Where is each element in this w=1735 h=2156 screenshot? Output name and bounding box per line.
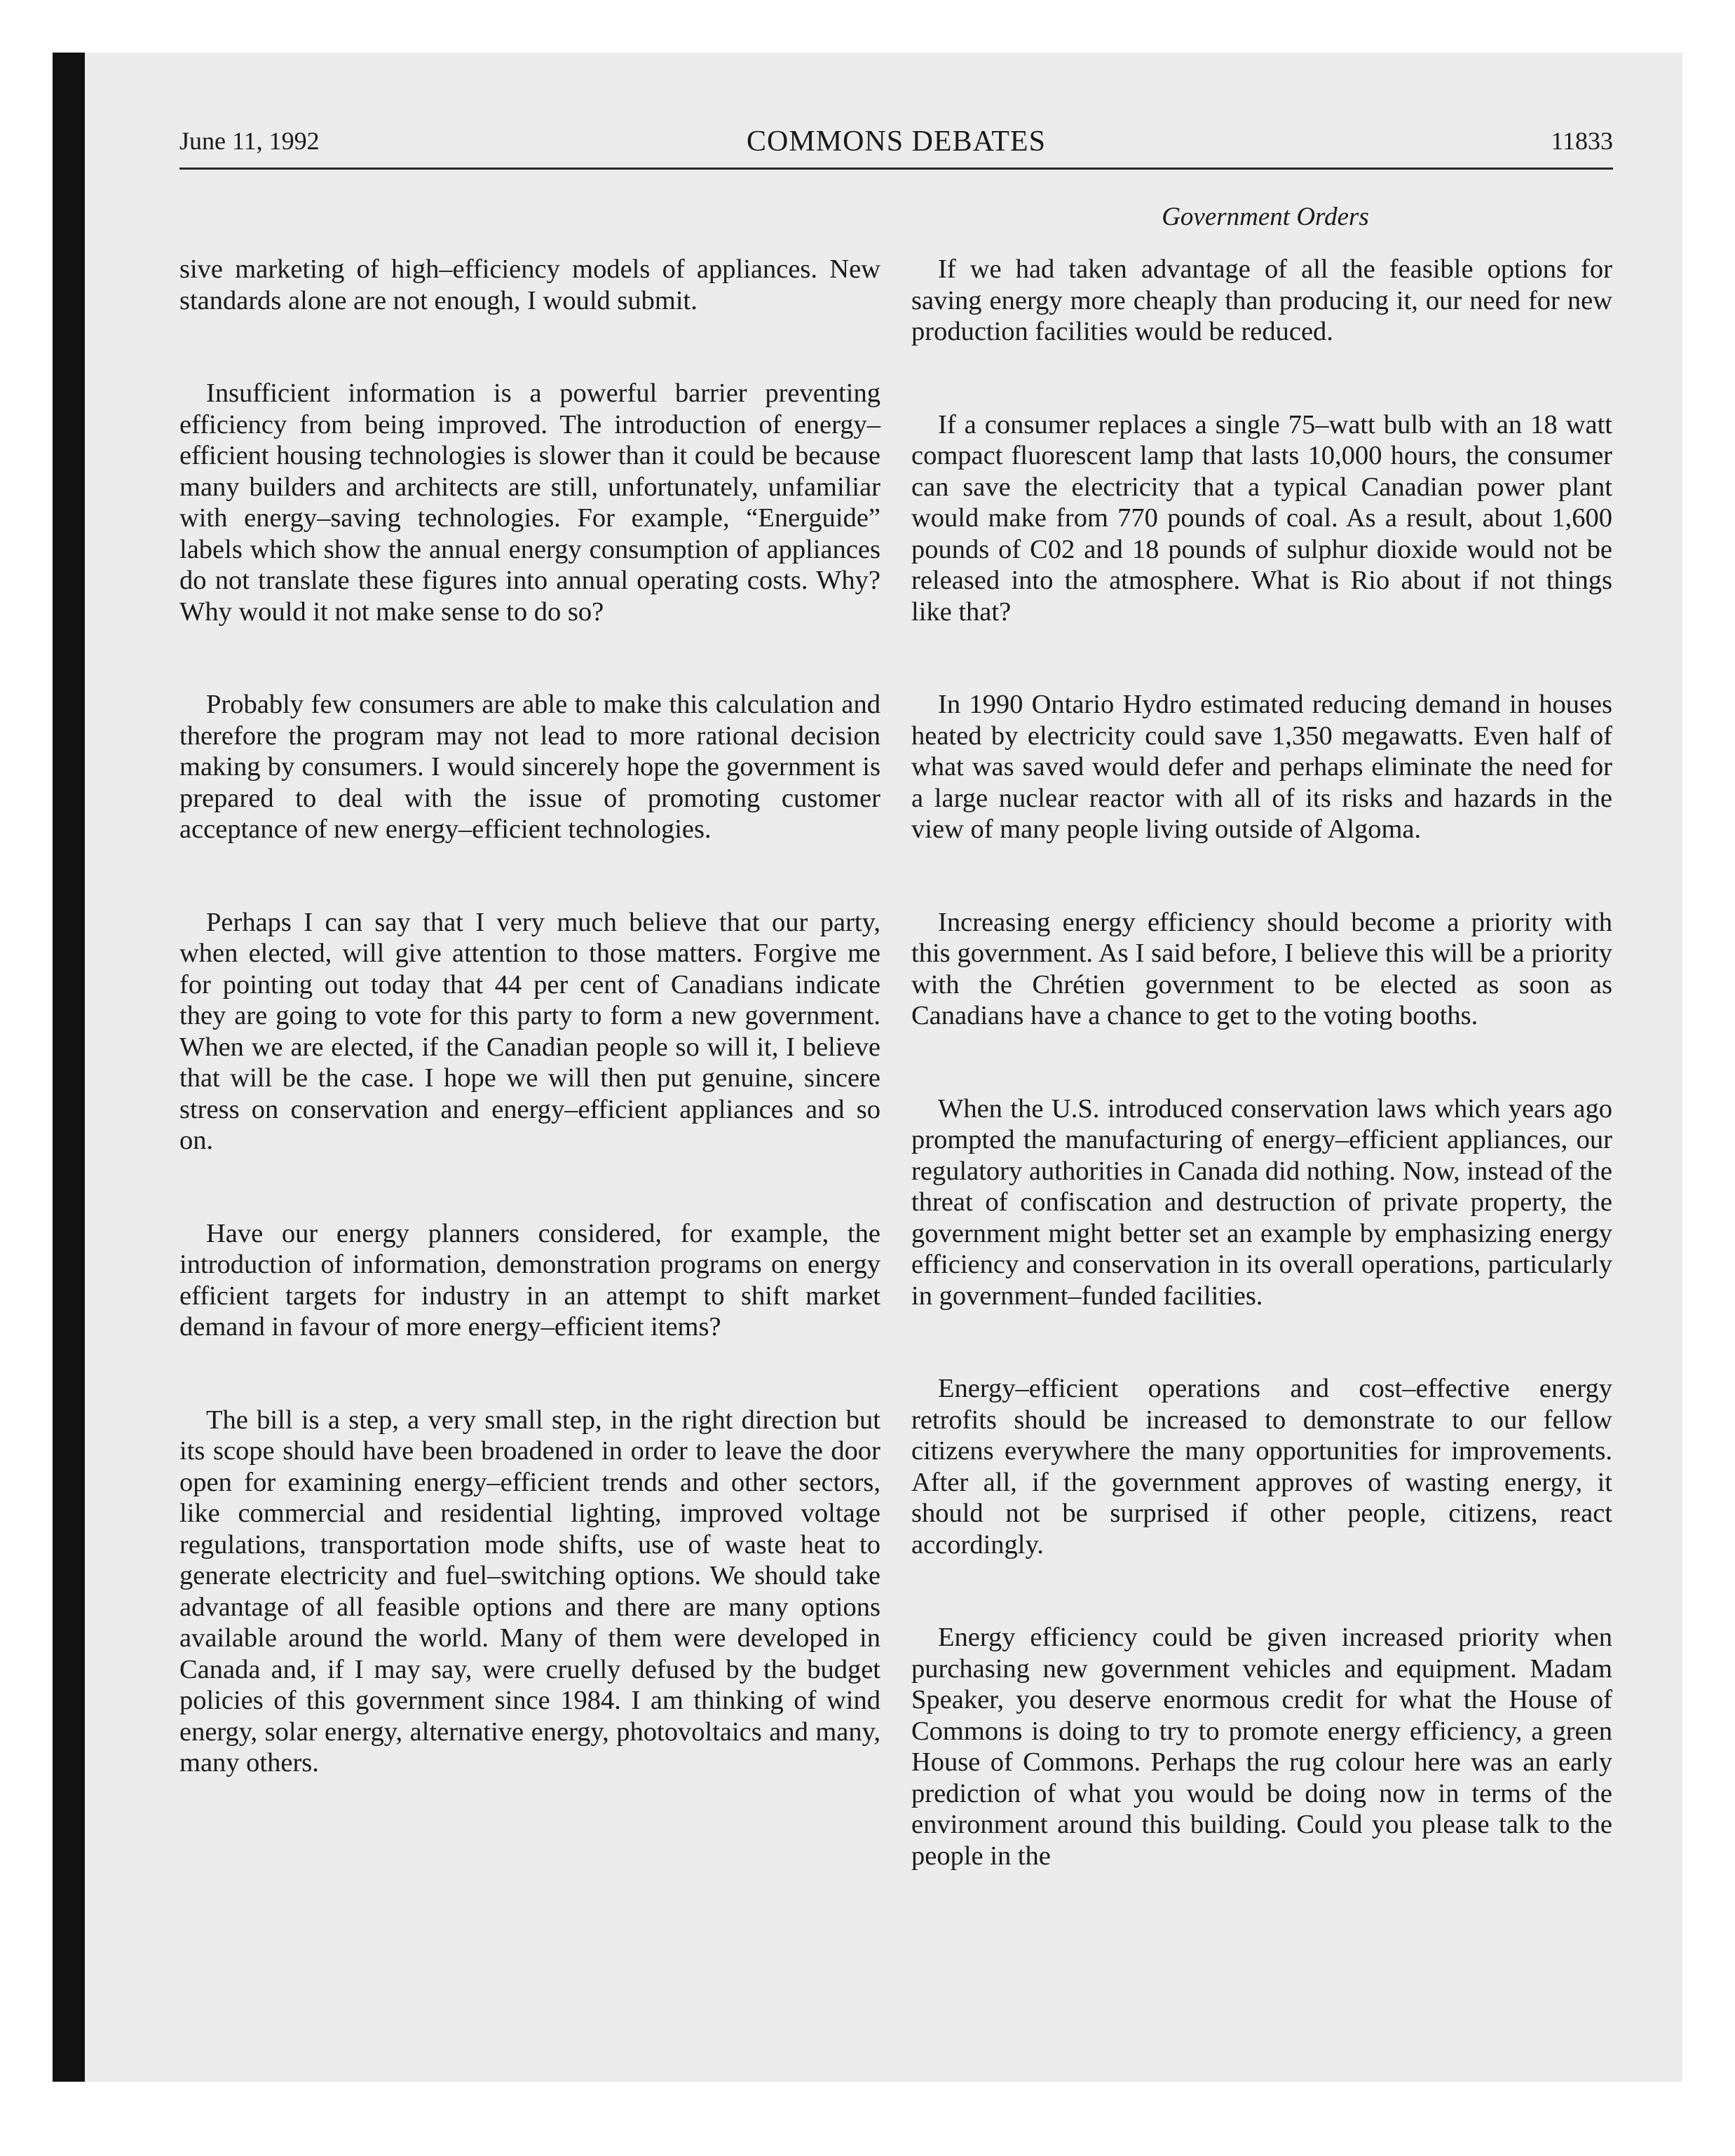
paragraph: Energy–efficient operations and cost–effective energy retrofits should be increased to demonstrate to our fellow citizens everywhere the many opportunities for improvements. After all, if the government approves of wasting energy, it should not be surprised if other people, citizens, react accordingly.: [911, 1374, 1612, 1560]
section-title: Government Orders: [1162, 203, 1369, 231]
header-date: June 11, 1992: [179, 127, 320, 155]
paragraph: Perhaps I can say that I very much believe that our party, when elected, will give attention to those matters. Forgive me for pointing out today that 44 per cent of Canadians indicate they are going to vote for this party to form a new government. When we are elected, if the Canadian people so will it, I believe that will be the case. I hope we will then put genuine, sincere stress on conservation and energy–efficient appliances and so on.: [179, 907, 880, 1155]
paragraph: If we had taken advantage of all the feasible options for saving energy more cheaply than producing it, our need for new production facilities would be reduced.: [911, 254, 1612, 346]
paragraph: Insufficient information is a powerful barrier preventing efficiency from being improved. The introduction of energy–efficient housing technologies is slower than it could be because many builders and architects are still, unfortunately, unfamiliar with energy–saving technologies. For example, “Energuide” labels which show the annual energy consumption of appliances do not translate these figures into annual operating costs. Why? Why would it not make sense to do so?: [179, 378, 880, 627]
left-column: [179, 254, 880, 1841]
paragraph: sive marketing of high–efficiency models of appliances. New standards alone are not enough, I would submit.: [179, 254, 880, 315]
paragraph: Increasing energy efficiency should become a priority with this government. As I said before, I believe this will be a priority with the Chrétien government to be elected as soon as Canadians have a chance to get to the voting booths.: [911, 907, 1612, 1030]
scan-edge-shadow: [53, 53, 85, 2082]
paragraph: Have our energy planners considered, for example, the introduction of information, demonstration programs on energy efficient targets for industry in an attempt to shift market demand in favour of more energy–efficient items?: [179, 1218, 880, 1342]
paragraph: If a consumer replaces a single 75–watt bulb with an 18 watt compact fluorescent lamp that lasts 10,000 hours, the consumer can save the electricity that a typical Canadian power plant would make from 770 pounds of coal. As a result, about 1,600 pounds of C02 and 18 pounds of sulphur dioxide would not be released into the atmosphere. What is Rio about if not things like that?: [911, 409, 1612, 627]
page-number: 11833: [1551, 127, 1613, 155]
paragraph: In 1990 Ontario Hydro estimated reducing demand in houses heated by electricity could save 1,350 megawatts. Even half of what was saved would defer and perhaps eliminate the need for a large nuclear reactor with all of its risks and hazards in the view of many people living outside of Algoma.: [911, 690, 1612, 844]
paragraph: Energy efficiency could be given increased priority when purchasing new government vehicles and equipment. Madam Speaker, you deserve enormous credit for what the House of Commons is doing to try to promote energy efficiency, a green House of Commons. Perhaps the rug colour here was an early prediction of what you would be doing now in terms of the environment around this building. Could you please talk to the people in the: [911, 1623, 1612, 1871]
header-title: COMMONS DEBATES: [747, 125, 1046, 158]
paragraph: The bill is a step, a very small step, in the right direction but its scope should have been broadened in order to leave the door open for examining energy–efficient trends and other sectors, like commercial and residential lighting, improved voltage regulations, transportation mode shifts, use of waste heat to generate electricity and fuel–switching options. We should take advantage of all feasible options and there are many options available around the world. Many of them were developed in Canada and, if I may say, were cruelly defused by the budget policies of this government since 1984. I am thinking of wind energy, solar energy, alternative energy, photovoltaics and many, many others.: [179, 1405, 880, 1778]
header-rule: [179, 168, 1613, 170]
paragraph: When the U.S. introduced conservation laws which years ago prompted the manufacturing of energy–efficient appliances, our regulatory authorities in Canada did nothing. Now, instead of the threat of confiscation and destruction of private property, the government might better set an example by emphasizing energy efficiency and conservation in its overall operations, particularly in government–funded facilities.: [911, 1093, 1612, 1311]
right-column: [911, 254, 1612, 1933]
running-header: [179, 119, 1613, 168]
paragraph: Probably few consumers are able to make this calculation and therefore the program may not lead to more rational decision making by consumers. I would sincerely hope the government is prepared to deal with the issue of promoting customer acceptance of new energy–efficient technologies.: [179, 690, 880, 844]
